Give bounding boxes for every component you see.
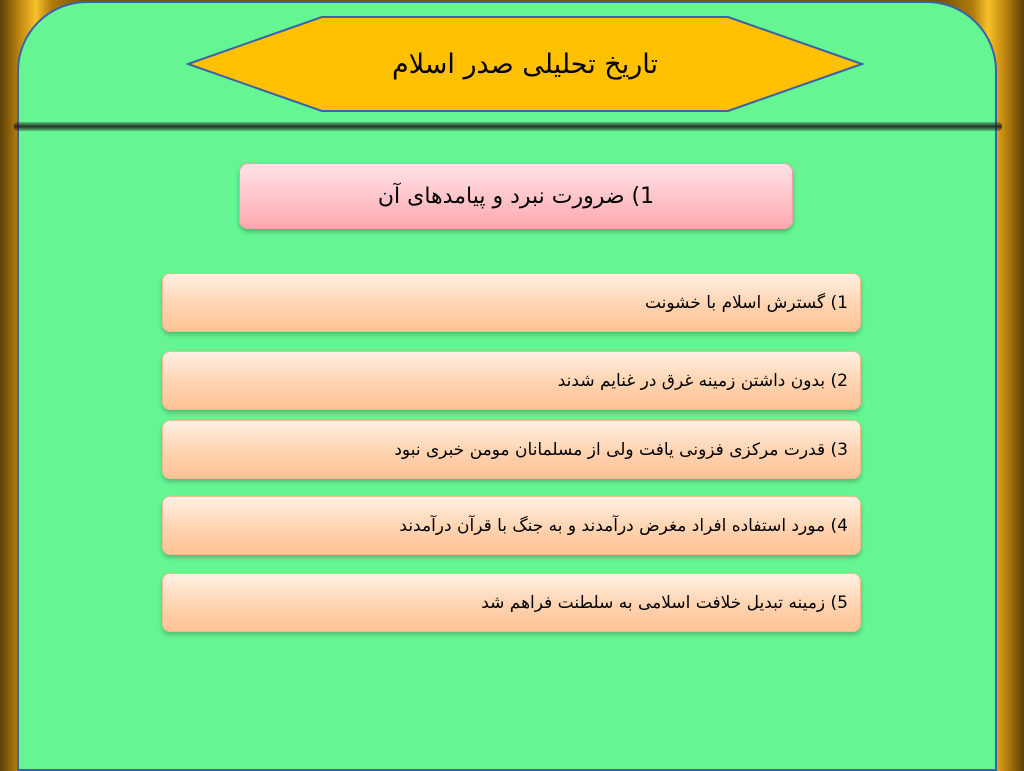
title-banner	[186, 16, 864, 112]
list-item: 5) زمینه تبدیل خلافت اسلامی به سلطنت فراهم شد	[162, 573, 861, 632]
list-item: 3) قدرت مرکزی فزونی یافت ولی از مسلمانان مومن خبری نبود	[162, 420, 861, 479]
section-heading: 1) ضرورت نبرد و پیامدهای آن	[239, 163, 793, 229]
list-item: 2) بدون داشتن زمینه غرق در غنایم شدند	[162, 351, 861, 410]
slide-title: تاریخ تحلیلی صدر اسلام	[391, 48, 659, 80]
list-item: 4) مورد استفاده افراد مغرض درآمدند و به جنگ با قرآن درآمدند	[162, 496, 861, 555]
list-item: 1) گسترش اسلام با خشونت	[162, 273, 861, 332]
title-divider	[14, 122, 1002, 131]
